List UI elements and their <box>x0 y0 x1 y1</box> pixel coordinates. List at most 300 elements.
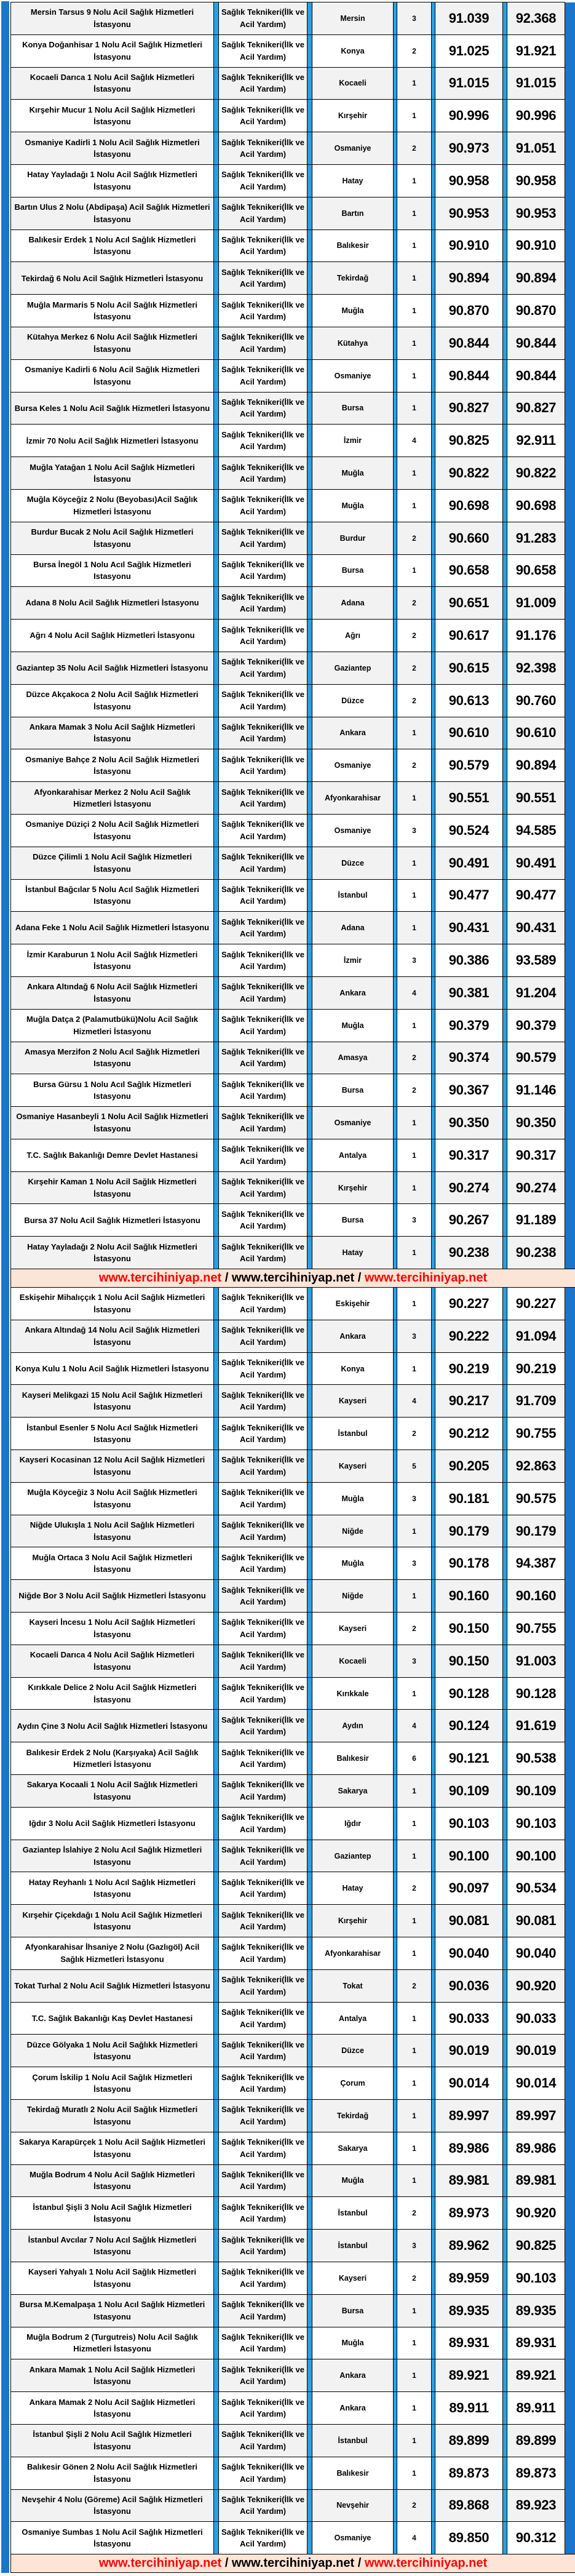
column-separator <box>214 879 219 912</box>
quota-cell: 1 <box>397 67 432 100</box>
column-separator <box>214 1009 219 1042</box>
column-separator <box>307 2392 312 2425</box>
quota-cell: 2 <box>397 2489 432 2522</box>
quota-cell: 1 <box>397 1937 432 1970</box>
table-row <box>11 229 575 262</box>
column-separator <box>503 1969 507 2002</box>
city-cell: İstanbul <box>312 2197 394 2230</box>
column-separator <box>214 1580 219 1613</box>
city-cell: Kırşehir <box>312 1905 394 1937</box>
column-separator <box>503 1042 507 1074</box>
city-cell: Kocaeli <box>312 1645 394 1677</box>
city-cell: Balıkesir <box>312 229 394 262</box>
table-row <box>11 684 575 717</box>
quota-cell: 1 <box>397 262 432 295</box>
station-cell: Kayseri İncesu 1 Nolu Acil Sağlık Hizmetleri İstasyonu <box>11 1613 214 1645</box>
city-cell: Muğla <box>312 1547 394 1580</box>
column-separator <box>214 1418 219 1450</box>
right-border-band <box>565 944 575 977</box>
score1-cell: 90.217 <box>435 1385 503 1418</box>
column-separator <box>307 587 312 620</box>
quota-cell: 2 <box>397 2262 432 2294</box>
column-separator <box>503 2164 507 2197</box>
column-separator <box>214 944 219 977</box>
branch-cell: Sağlık Teknikeri(İlk ve Acil Yardım) <box>219 944 307 977</box>
right-border-band <box>565 2230 575 2262</box>
column-separator <box>214 2392 219 2425</box>
score1-cell: 90.274 <box>435 1171 503 1204</box>
branch-cell: Sağlık Teknikeri(İlk ve Acil Yardım) <box>219 2002 307 2035</box>
score2-cell: 90.910 <box>507 229 565 262</box>
score1-cell: 90.551 <box>435 782 503 815</box>
quota-cell: 2 <box>397 684 432 717</box>
table-row <box>11 359 575 392</box>
quota-cell: 1 <box>397 554 432 587</box>
station-cell: Kırşehir Mucur 1 Nolu Acil Sağlık Hizmetleri İstasyonu <box>11 100 214 132</box>
column-separator <box>307 684 312 717</box>
branch-cell: Sağlık Teknikeri(İlk ve Acil Yardım) <box>219 1009 307 1042</box>
quota-cell: 2 <box>397 34 432 67</box>
quota-cell: 1 <box>397 229 432 262</box>
column-separator <box>503 34 507 67</box>
branch-cell: Sağlık Teknikeri(İlk ve Acil Yardım) <box>219 2132 307 2164</box>
score1-cell: 90.651 <box>435 587 503 620</box>
column-separator <box>503 1515 507 1547</box>
table-row <box>11 652 575 684</box>
branch-cell: Sağlık Teknikeri(İlk ve Acil Yardım) <box>219 229 307 262</box>
quota-cell: 1 <box>397 912 432 944</box>
score2-cell: 90.760 <box>507 684 565 717</box>
quota-cell: 1 <box>397 2002 432 2035</box>
column-separator <box>307 2035 312 2067</box>
city-cell: Osmaniye <box>312 814 394 847</box>
score1-cell: 90.658 <box>435 554 503 587</box>
score2-cell: 90.920 <box>507 1969 565 2002</box>
city-cell: Bursa <box>312 1204 394 1237</box>
right-border-band <box>565 1450 575 1483</box>
score2-cell: 89.921 <box>507 2359 565 2392</box>
score2-cell: 90.920 <box>507 2197 565 2230</box>
score2-cell: 90.081 <box>507 1905 565 1937</box>
branch-cell: Sağlık Teknikeri(İlk ve Acil Yardım) <box>219 359 307 392</box>
station-cell: Çorum İskilip 1 Nolu Acil Sağlık Hizmetleri İstasyonu <box>11 2067 214 2100</box>
table-row <box>11 2327 575 2359</box>
right-border-band <box>565 489 575 522</box>
branch-cell: Sağlık Teknikeri(İlk ve Acil Yardım) <box>219 554 307 587</box>
quota-cell: 3 <box>397 1320 432 1352</box>
column-separator <box>214 327 219 359</box>
quota-cell: 1 <box>397 1775 432 1808</box>
city-cell: Aydın <box>312 1710 394 1742</box>
score2-cell: 90.477 <box>507 879 565 912</box>
city-cell: Bartın <box>312 197 394 229</box>
quota-cell: 4 <box>397 1385 432 1418</box>
score2-cell: 90.274 <box>507 1171 565 1204</box>
city-cell: Düzce <box>312 684 394 717</box>
right-border-band <box>565 164 575 197</box>
city-cell: Ankara <box>312 717 394 749</box>
city-cell: Afyonkarahisar <box>312 782 394 815</box>
column-separator <box>214 2457 219 2489</box>
quota-cell: 1 <box>397 1677 432 1710</box>
right-border-band <box>565 912 575 944</box>
column-separator <box>307 164 312 197</box>
score1-cell: 90.431 <box>435 912 503 944</box>
score2-cell: 90.844 <box>507 327 565 359</box>
score2-cell: 89.873 <box>507 2457 565 2489</box>
station-cell: Muğla Köyceğiz 3 Nolu Acil Sağlık Hizmetleri İstasyonu <box>11 1482 214 1515</box>
score2-cell: 90.822 <box>507 457 565 490</box>
column-separator <box>307 847 312 879</box>
city-cell: Mersin <box>312 2 394 35</box>
column-separator <box>214 2 219 35</box>
score1-cell: 89.868 <box>435 2489 503 2522</box>
right-border-band <box>565 327 575 359</box>
column-separator <box>214 1807 219 1840</box>
column-separator <box>307 879 312 912</box>
column-separator <box>307 1547 312 1580</box>
station-cell: Düzce Çilimli 1 Nolu Acil Sağlık Hizmetleri İstasyonu <box>11 847 214 879</box>
city-cell: Balıkesir <box>312 2457 394 2489</box>
city-cell: Eskişehir <box>312 1288 394 1320</box>
column-separator <box>214 2262 219 2294</box>
column-separator <box>214 749 219 782</box>
score1-cell: 90.844 <box>435 327 503 359</box>
score2-cell: 90.870 <box>507 295 565 327</box>
branch-cell: Sağlık Teknikeri(İlk ve Acil Yardım) <box>219 684 307 717</box>
right-border-band <box>565 749 575 782</box>
station-cell: İstanbul Esenler 5 Nolu Acıl Sağlık Hizmetleri Istasyonu <box>11 1418 214 1450</box>
column-separator <box>503 2294 507 2327</box>
right-border-band <box>565 717 575 749</box>
table-row <box>11 1937 575 1970</box>
column-separator <box>214 164 219 197</box>
quota-cell: 1 <box>397 1288 432 1320</box>
quota-cell: 1 <box>397 2067 432 2100</box>
branch-cell: Sağlık Teknikeri(İlk ve Acil Yardım) <box>219 2522 307 2554</box>
right-border-band <box>565 67 575 100</box>
branch-cell: Sağlık Teknikeri(İlk ve Acil Yardım) <box>219 262 307 295</box>
right-border-band <box>565 197 575 229</box>
quota-cell: 3 <box>397 2230 432 2262</box>
score1-cell: 90.958 <box>435 164 503 197</box>
station-cell: Osmaniye Kadirli 6 Nolu Acil Sağlık Hizmetleri İstasyonu <box>11 359 214 392</box>
right-border-band <box>565 2424 575 2457</box>
table-row <box>11 1171 575 1204</box>
column-separator <box>503 2132 507 2164</box>
score1-cell: 90.973 <box>435 132 503 165</box>
branch-cell: Sağlık Teknikeri(İlk ve Acil Yardım) <box>219 749 307 782</box>
table-row <box>11 782 575 815</box>
score2-cell: 89.986 <box>507 2132 565 2164</box>
column-separator <box>503 847 507 879</box>
table-row <box>11 2035 575 2067</box>
score1-cell: 90.870 <box>435 295 503 327</box>
score1-cell: 90.181 <box>435 1482 503 1515</box>
branch-cell: Sağlık Teknikeri(İlk ve Acil Yardım) <box>219 1969 307 2002</box>
station-cell: Hatay Reyhanlı 1 Nolu Acıl Sağlık Hizmetleri Istasyonu <box>11 1872 214 1905</box>
station-cell: İzmir Karaburun 1 Nolu Acil Sağlık Hizmetleri İstasyonu <box>11 944 214 977</box>
column-separator <box>503 1905 507 1937</box>
column-separator <box>214 976 219 1009</box>
column-separator <box>307 425 312 457</box>
station-cell: İstanbul Şişli 2 Nolu Acil Sağlık Hizmetleri İstasyonu <box>11 2424 214 2457</box>
column-separator <box>214 1905 219 1937</box>
table-row <box>11 100 575 132</box>
score1-cell: 90.524 <box>435 814 503 847</box>
right-border-band <box>565 1872 575 1905</box>
score1-cell: 90.014 <box>435 2067 503 2100</box>
score2-cell: 89.935 <box>507 2294 565 2327</box>
score1-cell: 90.179 <box>435 1515 503 1547</box>
branch-cell: Sağlık Teknikeri(İlk ve Acil Yardım) <box>219 2100 307 2132</box>
right-border-band <box>565 1288 575 1320</box>
table-row <box>11 2164 575 2197</box>
table-row <box>11 1905 575 1937</box>
column-separator <box>214 620 219 652</box>
table-row <box>11 912 575 944</box>
column-separator <box>307 1937 312 1970</box>
quota-cell: 1 <box>397 2359 432 2392</box>
column-separator <box>214 197 219 229</box>
column-separator <box>503 976 507 1009</box>
quota-cell: 1 <box>397 1905 432 1937</box>
column-separator <box>307 1645 312 1677</box>
city-cell: Afyonkarahisar <box>312 1937 394 1970</box>
table-row <box>11 1775 575 1808</box>
quota-cell: 1 <box>397 197 432 229</box>
score1-cell: 90.109 <box>435 1775 503 1808</box>
score2-cell: 90.894 <box>507 262 565 295</box>
quota-cell: 1 <box>397 392 432 425</box>
table-row <box>11 34 575 67</box>
table-row <box>11 132 575 165</box>
score2-cell: 90.160 <box>507 1580 565 1613</box>
branch-cell: Sağlık Teknikeri(İlk ve Acil Yardım) <box>219 2294 307 2327</box>
station-cell: İstanbul Şişli 3 Nolu Acil Sağlık Hizmetleri İstasyonu <box>11 2197 214 2230</box>
branch-cell: Sağlık Teknikeri(İlk ve Acil Yardım) <box>219 327 307 359</box>
city-cell: Konya <box>312 34 394 67</box>
right-border-band <box>565 1352 575 1385</box>
right-border-band <box>565 2035 575 2067</box>
quota-cell: 4 <box>397 2522 432 2554</box>
quota-cell: 2 <box>397 620 432 652</box>
right-border-band <box>565 229 575 262</box>
table-row <box>11 197 575 229</box>
table-row <box>11 814 575 847</box>
score2-cell: 90.014 <box>507 2067 565 2100</box>
right-border-band <box>565 522 575 554</box>
branch-cell: Sağlık Teknikeri(İlk ve Acil Yardım) <box>219 879 307 912</box>
score2-cell: 90.534 <box>507 1872 565 1905</box>
branch-cell: Sağlık Teknikeri(İlk ve Acil Yardım) <box>219 1042 307 1074</box>
column-separator <box>307 1320 312 1352</box>
station-cell: Gaziantep İslahiye 2 Nolu Acıl Sağlık Hizmetleri Istasyonu <box>11 1840 214 1872</box>
column-separator <box>503 1840 507 1872</box>
city-cell: Balıkesir <box>312 1742 394 1775</box>
city-cell: İstanbul <box>312 2424 394 2457</box>
column-separator <box>503 1547 507 1580</box>
branch-cell: Sağlık Teknikeri(İlk ve Acil Yardım) <box>219 1171 307 1204</box>
city-cell: Muğla <box>312 295 394 327</box>
station-cell: Muğla Marmaris 5 Nolu Acil Sağlık Hizmetleri İstasyonu <box>11 295 214 327</box>
column-separator <box>214 782 219 815</box>
score1-cell: 90.040 <box>435 1937 503 1970</box>
score2-cell: 90.128 <box>507 1677 565 1710</box>
score2-cell: 90.610 <box>507 717 565 749</box>
right-border-band <box>565 2522 575 2554</box>
column-separator <box>214 2002 219 2035</box>
column-separator <box>214 2197 219 2230</box>
branch-cell: Sağlık Teknikeri(İlk ve Acil Yardım) <box>219 1872 307 1905</box>
score1-cell: 90.379 <box>435 1009 503 1042</box>
score2-cell: 90.844 <box>507 359 565 392</box>
right-border-band <box>565 34 575 67</box>
score1-cell: 90.219 <box>435 1352 503 1385</box>
score2-cell: 90.996 <box>507 100 565 132</box>
quota-cell: 5 <box>397 1450 432 1483</box>
city-cell: Niğde <box>312 1515 394 1547</box>
score1-cell: 90.100 <box>435 1840 503 1872</box>
table-row <box>11 1547 575 1580</box>
column-separator <box>214 1171 219 1204</box>
column-separator <box>214 554 219 587</box>
station-cell: Bursa M.Kemalpaşa 1 Nolu Acıl Sağlık Hizmetleri Istasyonu <box>11 2294 214 2327</box>
branch-cell: Sağlık Teknikeri(İlk ve Acil Yardım) <box>219 197 307 229</box>
score1-cell: 90.374 <box>435 1042 503 1074</box>
score1-cell: 89.899 <box>435 2424 503 2457</box>
right-border-band <box>565 100 575 132</box>
quota-cell: 1 <box>397 164 432 197</box>
column-separator <box>503 814 507 847</box>
branch-cell: Sağlık Teknikeri(İlk ve Acil Yardım) <box>219 976 307 1009</box>
table-row <box>11 587 575 620</box>
score2-cell: 90.033 <box>507 2002 565 2035</box>
branch-cell: Sağlık Teknikeri(İlk ve Acil Yardım) <box>219 295 307 327</box>
score2-cell: 91.709 <box>507 1385 565 1418</box>
column-separator <box>214 1288 219 1320</box>
quota-cell: 2 <box>397 1969 432 2002</box>
score2-cell: 91.051 <box>507 132 565 165</box>
table-row <box>11 522 575 554</box>
table-row <box>11 1742 575 1775</box>
branch-cell: Sağlık Teknikeri(İlk ve Acil Yardım) <box>219 717 307 749</box>
branch-cell: Sağlık Teknikeri(İlk ve Acil Yardım) <box>219 1204 307 1237</box>
score1-cell: 89.986 <box>435 2132 503 2164</box>
table-row <box>11 1645 575 1677</box>
column-separator <box>307 522 312 554</box>
quota-cell: 1 <box>397 359 432 392</box>
column-separator <box>503 100 507 132</box>
banner-url: www.tercihiniyap.net <box>364 1271 488 1285</box>
column-separator <box>503 2230 507 2262</box>
column-separator <box>307 1139 312 1171</box>
city-cell: Osmaniye <box>312 1107 394 1139</box>
branch-cell: Sağlık Teknikeri(İlk ve Acil Yardım) <box>219 2035 307 2067</box>
table-row <box>11 1107 575 1139</box>
table-row <box>11 1807 575 1840</box>
column-separator <box>214 814 219 847</box>
column-separator <box>307 1969 312 2002</box>
station-cell: Muğla Köyceğiz 2 Nolu (Beyobası)Acil Sağlık Hizmetleri İstasyonu <box>11 489 214 522</box>
city-cell: Antalya <box>312 1139 394 1171</box>
table-row <box>11 1074 575 1107</box>
score1-cell: 90.033 <box>435 2002 503 2035</box>
table-row <box>11 1204 575 1237</box>
table-row <box>11 1613 575 1645</box>
city-cell: Muğla <box>312 2327 394 2359</box>
right-border-band <box>565 1320 575 1352</box>
column-separator <box>503 1580 507 1613</box>
branch-cell: Sağlık Teknikeri(İlk ve Acil Yardım) <box>219 164 307 197</box>
column-separator <box>307 2262 312 2294</box>
column-separator <box>503 1107 507 1139</box>
right-border-band <box>565 2489 575 2522</box>
table-row <box>11 2100 575 2132</box>
column-separator <box>307 132 312 165</box>
score1-cell: 89.973 <box>435 2197 503 2230</box>
right-border-band <box>565 814 575 847</box>
column-separator <box>307 1450 312 1483</box>
city-cell: Bursa <box>312 554 394 587</box>
column-separator <box>214 489 219 522</box>
score1-cell: 90.178 <box>435 1547 503 1580</box>
station-cell: Ankara Mamak 2 Nolu Acil Sağlık Hizmetleri İstasyonu <box>11 2392 214 2425</box>
score2-cell: 91.176 <box>507 620 565 652</box>
quota-cell: 1 <box>397 2294 432 2327</box>
quota-cell: 1 <box>397 1352 432 1385</box>
score1-cell: 89.997 <box>435 2100 503 2132</box>
station-cell: Kayseri Yahyalı 1 Nolu Acil Sağlık Hizmetleri İstasyonu <box>11 2262 214 2294</box>
table-row <box>11 554 575 587</box>
branch-cell: Sağlık Teknikeri(İlk ve Acil Yardım) <box>219 2262 307 2294</box>
right-border-band <box>565 359 575 392</box>
city-cell: Kütahya <box>312 327 394 359</box>
column-separator <box>503 1482 507 1515</box>
score1-cell: 89.921 <box>435 2359 503 2392</box>
score2-cell: 92.398 <box>507 652 565 684</box>
station-cell: Sakarya Karapürçek 1 Nolu Acil Sağlık Hizmetleri İstasyonu <box>11 2132 214 2164</box>
station-cell: Bursa Gürsu 1 Nolu Acıl Sağlık Hizmetleri Istasyonu <box>11 1074 214 1107</box>
column-separator <box>503 620 507 652</box>
branch-cell: Sağlık Teknikeri(İlk ve Acil Yardım) <box>219 782 307 815</box>
column-separator <box>214 1237 219 1269</box>
right-border-band <box>565 262 575 295</box>
column-separator <box>503 2 507 35</box>
column-separator <box>503 1074 507 1107</box>
score1-cell: 90.121 <box>435 1742 503 1775</box>
right-border-band <box>565 1139 575 1171</box>
right-border-band <box>565 1742 575 1775</box>
column-separator <box>307 34 312 67</box>
table-row <box>11 1352 575 1385</box>
column-separator <box>503 197 507 229</box>
quota-cell: 1 <box>397 327 432 359</box>
branch-cell: Sağlık Teknikeri(İlk ve Acil Yardım) <box>219 1107 307 1139</box>
quota-cell: 2 <box>397 132 432 165</box>
score2-cell: 90.953 <box>507 197 565 229</box>
column-separator <box>503 587 507 620</box>
branch-cell: Sağlık Teknikeri(İlk ve Acil Yardım) <box>219 34 307 67</box>
column-separator <box>214 1677 219 1710</box>
score2-cell: 90.109 <box>507 1775 565 1808</box>
score2-cell: 91.921 <box>507 34 565 67</box>
score1-cell: 90.036 <box>435 1969 503 2002</box>
city-cell: Osmaniye <box>312 749 394 782</box>
score1-cell: 90.124 <box>435 1710 503 1742</box>
branch-cell: Sağlık Teknikeri(İlk ve Acil Yardım) <box>219 2392 307 2425</box>
quota-cell: 1 <box>397 782 432 815</box>
